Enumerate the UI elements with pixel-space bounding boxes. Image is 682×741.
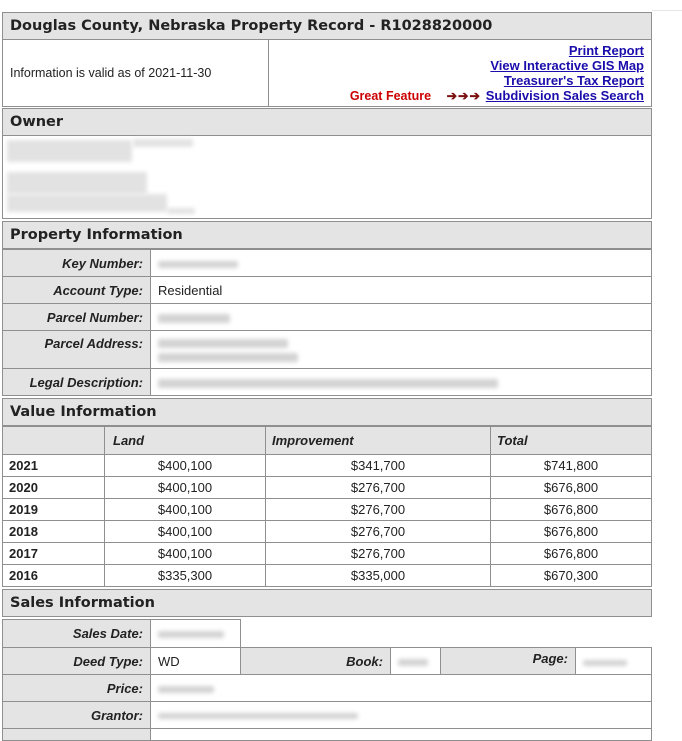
book-label: Book: (241, 648, 391, 675)
parcel-number-value (151, 304, 652, 331)
value-row (3, 455, 652, 477)
owner-panel (2, 136, 652, 219)
value-year: 2018 (3, 521, 105, 543)
valid-date-cell (3, 40, 269, 106)
value-header-row (3, 427, 652, 455)
parcel-number-label: Parcel Number: (3, 304, 151, 331)
subdivision-sales-link[interactable]: Subdivision Sales Search (485, 88, 644, 103)
page-title-text: Douglas County, Nebraska Property Record - R1028820000 (10, 18, 493, 34)
owner-name-redacted (7, 140, 132, 162)
value-row (3, 565, 652, 587)
account-type-row (3, 277, 652, 304)
legal-description-row (3, 369, 652, 396)
property-record (2, 12, 652, 741)
grantor-label: Grantor: (3, 702, 151, 729)
value-total: $676,800 (491, 477, 652, 499)
header-info-row (2, 40, 652, 107)
value-improvement: $276,700 (266, 477, 491, 499)
owner-heading (2, 108, 652, 136)
value-total: $670,300 (491, 565, 652, 587)
parcel-address-label: Parcel Address: (3, 331, 151, 369)
price-value (151, 675, 652, 702)
value-land: $400,100 (105, 477, 266, 499)
value-land: $335,300 (105, 565, 266, 587)
sales-heading-text: Sales Information (10, 595, 155, 611)
value-improvement: $335,000 (266, 565, 491, 587)
account-type-value: Residential (151, 277, 652, 304)
great-feature-text: Great Feature (349, 89, 432, 103)
key-number-row (3, 250, 652, 277)
account-type-label: Account Type: (3, 277, 151, 304)
value-col-land: Land (105, 427, 266, 455)
print-report-link[interactable]: Print Report (568, 43, 644, 58)
book-value (391, 648, 441, 675)
value-col-improvement: Improvement (266, 427, 491, 455)
parcel-number-row (3, 304, 652, 331)
value-land: $400,100 (105, 455, 266, 477)
sales-date-label: Sales Date: (3, 620, 151, 648)
price-label: Price: (3, 675, 151, 702)
grantor-row (3, 702, 652, 729)
value-year: 2017 (3, 543, 105, 565)
sales-heading (2, 589, 652, 617)
sales-date-value (151, 620, 241, 648)
owner-name-redacted-2 (133, 139, 193, 147)
value-land: $400,100 (105, 521, 266, 543)
property-table (2, 249, 652, 396)
next-row-partial (3, 729, 652, 741)
page-value (576, 648, 652, 675)
sales-date-row (3, 620, 652, 648)
value-row (3, 499, 652, 521)
value-improvement: $276,700 (266, 543, 491, 565)
value-improvement: $276,700 (266, 499, 491, 521)
value-year: 2021 (3, 455, 105, 477)
value-land: $400,100 (105, 499, 266, 521)
value-heading-text: Value Information (10, 404, 157, 420)
value-improvement: $276,700 (266, 521, 491, 543)
value-row (3, 543, 652, 565)
value-col-year (3, 427, 105, 455)
gis-map-link[interactable]: View Interactive GIS Map (490, 58, 644, 73)
links-cell (269, 40, 651, 106)
value-table (2, 426, 652, 587)
deed-type-label: Deed Type: (3, 648, 151, 675)
grantor-value (151, 702, 652, 729)
value-improvement: $341,700 (266, 455, 491, 477)
value-total: $676,800 (491, 521, 652, 543)
owner-heading-text: Owner (10, 114, 64, 130)
value-year: 2019 (3, 499, 105, 521)
parcel-address-value (151, 331, 652, 369)
parcel-address-row (3, 331, 652, 369)
key-number-label: Key Number: (3, 250, 151, 277)
deed-type-value: WD (151, 648, 241, 675)
property-heading-text: Property Information (10, 227, 183, 243)
top-divider (652, 10, 682, 11)
value-land: $400,100 (105, 543, 266, 565)
value-year: 2020 (3, 477, 105, 499)
legal-description-label: Legal Description: (3, 369, 151, 396)
arrow-icon: ➔➔➔ (446, 89, 481, 103)
tax-report-link[interactable]: Treasurer's Tax Report (503, 73, 644, 88)
page-title (2, 12, 652, 40)
value-col-total: Total (491, 427, 652, 455)
great-feature-callout (350, 88, 481, 103)
price-row (3, 675, 652, 702)
value-row (3, 477, 652, 499)
valid-date-text: Information is valid as of 2021-11-30 (10, 66, 212, 80)
value-row (3, 521, 652, 543)
value-year: 2016 (3, 565, 105, 587)
property-heading (2, 221, 652, 249)
value-total: $676,800 (491, 499, 652, 521)
legal-description-value (151, 369, 652, 396)
deed-type-row (3, 648, 652, 675)
value-total: $741,800 (491, 455, 652, 477)
value-heading (2, 398, 652, 426)
sales-table (2, 619, 652, 741)
owner-city-redacted (7, 194, 167, 212)
owner-zip-redacted (167, 208, 195, 214)
page-label: Page: (441, 648, 576, 675)
owner-address-redacted (7, 172, 147, 194)
key-number-value (151, 250, 652, 277)
value-total: $676,800 (491, 543, 652, 565)
